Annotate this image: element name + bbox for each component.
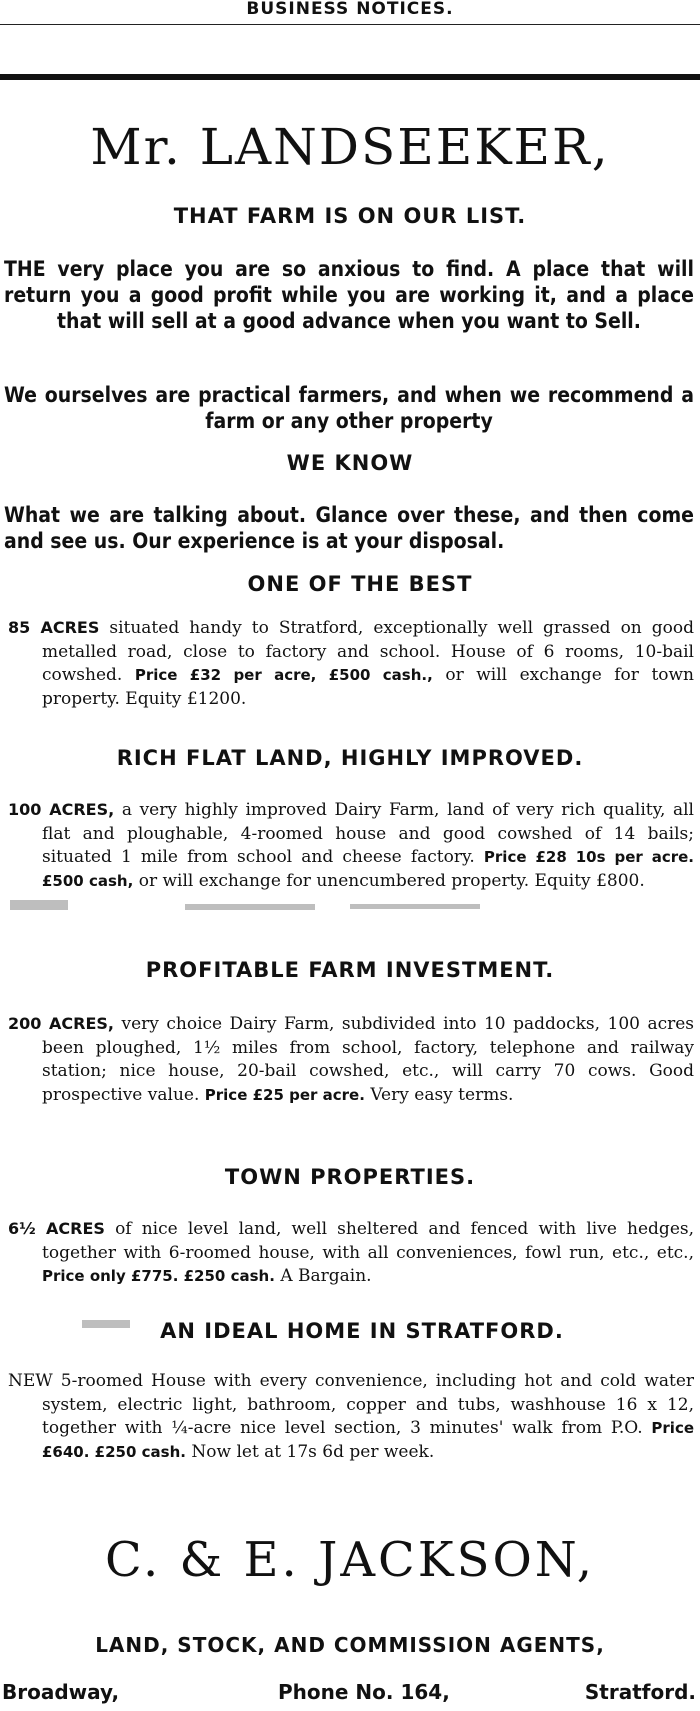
listing-price: Price £32 per acre, £500 cash.,: [134, 666, 433, 684]
title-prefix: Mr.: [90, 118, 182, 176]
listing-terms: Now let at 17s 6d per week.: [191, 1441, 435, 1462]
listing-item: [4, 1012, 694, 1107]
footer-address: Broadway,: [2, 1680, 120, 1704]
listing-price: Price only £775. £250 cash.: [42, 1267, 275, 1285]
firm-description: LAND, STOCK, AND COMMISSION AGENTS,: [95, 1633, 605, 1657]
listing-heading: RICH FLAT LAND, HIGHLY IMPROVED.: [116, 746, 584, 770]
listing-acres: NEW: [8, 1371, 53, 1391]
header-thick-rule: [0, 74, 700, 80]
header-rule: [0, 24, 700, 25]
farmers-paragraph: [4, 382, 694, 434]
ink-smudge: [350, 904, 480, 909]
listing-acres: 6½ ACRES: [8, 1219, 105, 1238]
listing-description: situated handy to Stratford, exceptionally well grassed on good metalled road, close to factory and school. House of 6 rooms, 10-bail cowshed.: [42, 618, 695, 685]
footer-town: Stratford.: [584, 1680, 696, 1704]
ink-smudge: [82, 1320, 130, 1328]
section-header: BUSINESS NOTICES.: [246, 0, 454, 19]
listing-price: Price £640. £250 cash.: [42, 1419, 695, 1461]
listing-item: [4, 616, 694, 711]
firm-name: C. & E. JACKSON,: [105, 1532, 595, 1588]
listing-description: a very highly improved Dairy Farm, land of very rich quality, all flat and ploughable, 4-roomed house and good cowshed of 14 bails; situated 1 mile from school and cheese factory.: [42, 800, 694, 867]
listing-terms: or will exchange for unencumbered property. Equity £800.: [138, 870, 645, 891]
listing-price: Price £28 10s per acre. £500 cash,: [42, 848, 695, 890]
advert-title: [0, 117, 700, 177]
listing-heading: PROFITABLE FARM INVESTMENT.: [145, 958, 555, 982]
farmers-text: We ourselves are practical farmers, and when we recommend a farm or any other property: [4, 383, 694, 433]
listing-item: [4, 1217, 694, 1289]
listing-heading: ONE OF THE BEST: [247, 572, 473, 596]
listing-item: [4, 1370, 694, 1464]
listing-acres: 100 ACRES,: [8, 800, 115, 819]
we-know-heading: WE KNOW: [286, 451, 414, 475]
listing-terms: Very easy terms.: [370, 1084, 514, 1105]
listing-description: 5-roomed House with every convenience, including hot and cold water system, electric light, bathroom, copper and tubs, washhouse 16 x 12, together with ¼-acre nice level section, 3 minutes' walk from P.O.: [42, 1371, 695, 1438]
experience-text: What we are talking about. Glance over these, and then come and see us. Our experience is at your disposal.: [4, 503, 694, 553]
listing-description: very choice Dairy Farm, subdivided into 10 paddocks, 100 acres been ploughed, 1½ miles from school, factory, telephone and railway station; nice house, 20-bail cowshed, etc., will carry 70 cows. Good prospective value.: [42, 1014, 695, 1105]
listing-acres: 200 ACRES,: [8, 1014, 115, 1033]
experience-paragraph: [4, 502, 694, 554]
listing-description: of nice level land, well sheltered and fenced with live hedges, together with 6-roomed house, with all conveniences, fowl run, etc., etc.,: [42, 1219, 695, 1263]
listing-heading: TOWN PROPERTIES.: [224, 1165, 476, 1189]
ink-smudge: [185, 904, 315, 910]
listing-heading: AN IDEAL HOME IN STRATFORD.: [160, 1319, 564, 1343]
intro-paragraph: [4, 256, 694, 334]
ink-smudge: [10, 900, 68, 910]
title-main: LANDSEEKER,: [199, 118, 610, 176]
listing-terms: A Bargain.: [280, 1266, 372, 1286]
intro-text: THE very place you are so anxious to find. A place that will return you a good profit while you are working it, and a place that will sell at a good advance when you want to Sell.: [4, 257, 694, 333]
listing-terms: or will exchange for town property. Equity £1200.: [42, 665, 695, 709]
listing-acres: 85 ACRES: [8, 618, 100, 637]
footer-phone: Phone No. 164,: [278, 1680, 450, 1704]
listing-item: [4, 798, 694, 893]
tagline: THAT FARM IS ON OUR LIST.: [173, 204, 527, 228]
listing-price: Price £25 per acre.: [204, 1085, 365, 1104]
